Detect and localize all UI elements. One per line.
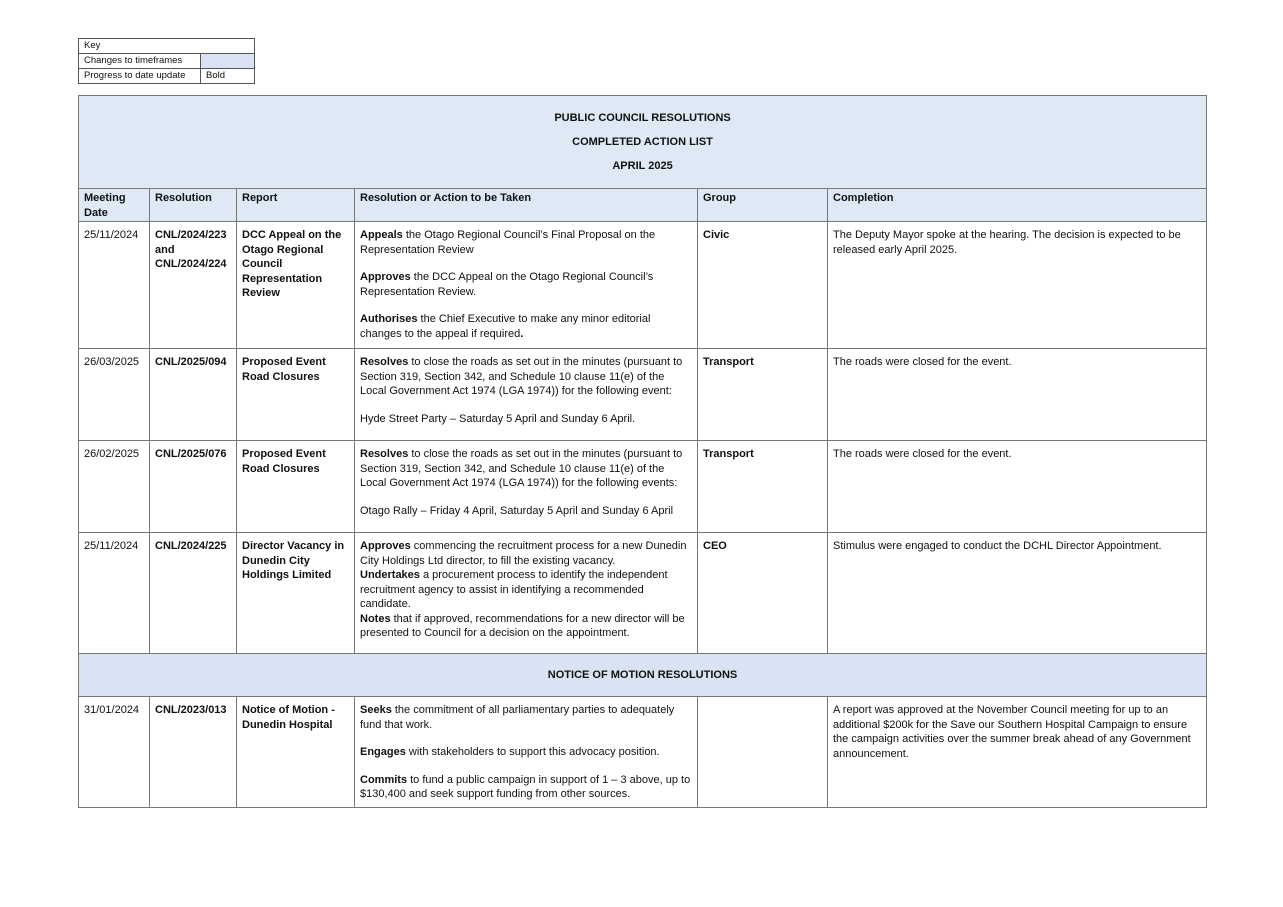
key-table [78, 38, 255, 84]
completion: The roads were closed for the event. [828, 441, 1207, 533]
header-action: Resolution or Action to be Taken [355, 189, 698, 222]
key-value-progress: Bold [201, 69, 255, 84]
table-row [79, 697, 1207, 808]
action-verb: Approves [360, 271, 411, 283]
action-paragraph [360, 504, 692, 519]
group: Civic [698, 222, 828, 349]
action-verb: Approves [360, 540, 411, 552]
action-body: with stakeholders to support this advocacy position. [405, 746, 660, 758]
action-verb: Resolves [360, 448, 409, 460]
action-paragraph [360, 412, 692, 427]
action-verb: Resolves [360, 356, 409, 368]
report-title: Notice of Motion - Dunedin Hospital [237, 697, 355, 808]
action-paragraph [360, 355, 692, 399]
action-paragraph [360, 568, 692, 612]
header-group: Group [698, 189, 828, 222]
action-body: Otago Rally – Friday 4 April, Saturday 5 April and Sunday 6 April [360, 504, 674, 517]
header-row [79, 189, 1207, 222]
meeting-date: 26/02/2025 [79, 441, 150, 533]
action-body: to close the roads as set out in the minutes (pursuant to Section 319, Section 342, and Schedule 10 clause 11(e) of the Local Government Act 1974 (LGA 1974)) for the following events: [360, 448, 683, 489]
banner-date: APRIL 2025 [612, 160, 673, 172]
resolution-number: CNL/2023/013 [150, 697, 237, 808]
meeting-date: 25/11/2024 [79, 222, 150, 349]
header-report: Report [237, 189, 355, 222]
action-text [355, 697, 698, 808]
action-paragraph [360, 703, 692, 732]
group: Transport [698, 441, 828, 533]
action-body: the Chief Executive to make any minor editorial changes to the appeal if required [360, 313, 651, 340]
action-text [355, 222, 698, 349]
completion: The Deputy Mayor spoke at the hearing. The decision is expected to be released early April 2025. [828, 222, 1207, 349]
meeting-date: 31/01/2024 [79, 697, 150, 808]
action-verb: Seeks [360, 704, 392, 716]
action-paragraph [360, 270, 692, 299]
key-label-timeframes: Changes to timeframes [79, 54, 201, 69]
action-body: Hyde Street Party – Saturday 5 April and Sunday 6 April. [360, 412, 636, 425]
action-body: that if approved, recommendations for a new director will be presented to Council for a decision on the appointment. [360, 612, 685, 639]
report-title: DCC Appeal on the Otago Regional Council Representation Review [237, 222, 355, 349]
action-paragraph [360, 745, 692, 760]
action-paragraph [360, 447, 692, 491]
key-swatch-timeframes [201, 54, 255, 69]
header-completion: Completion [828, 189, 1207, 222]
banner-title: PUBLIC COUNCIL RESOLUTIONS [554, 112, 731, 124]
table-row [79, 349, 1207, 441]
action-text [355, 533, 698, 654]
resolution-number: CNL/2025/076 [150, 441, 237, 533]
completion: The roads were closed for the event. [828, 349, 1207, 441]
completion: Stimulus were engaged to conduct the DCHL Director Appointment. [828, 533, 1207, 654]
action-body: to fund a public campaign in support of 1 – 3 above, up to $130,400 and seek support funding from other sources. [360, 773, 691, 800]
action-body: the Otago Regional Council’s Final Proposal on the Representation Review [360, 229, 656, 256]
meeting-date: 25/11/2024 [79, 533, 150, 654]
banner-subtitle: COMPLETED ACTION LIST [572, 136, 713, 148]
table-row [79, 533, 1207, 654]
action-list-table [78, 95, 1207, 808]
action-verb: Appeals [360, 229, 403, 241]
notice-section-row [79, 654, 1207, 697]
completion: A report was approved at the November Council meeting for up to an additional $200k for the Save our Southern Hospital Campaign to ensure the campaign activities over the summer break ahead of any Government announcement. [828, 697, 1207, 808]
banner [79, 96, 1207, 189]
report-title: Director Vacancy in Dunedin City Holdings Limited [237, 533, 355, 654]
action-body: to close the roads as set out in the minutes (pursuant to Section 319, Section 342, and Schedule 10 clause 11(e) of the Local Government Act 1974 (LGA 1974)) for the following event: [360, 356, 683, 397]
report-title: Proposed Event Road Closures [237, 441, 355, 533]
action-paragraph [360, 312, 692, 341]
action-paragraph [360, 612, 692, 641]
action-text [355, 349, 698, 441]
action-paragraph [360, 539, 692, 568]
notice-section-title: NOTICE OF MOTION RESOLUTIONS [79, 654, 1207, 697]
resolution-number: CNL/2024/225 [150, 533, 237, 654]
action-verb: Undertakes [360, 569, 420, 581]
key-label-progress: Progress to date update [79, 69, 201, 84]
table-row [79, 222, 1207, 349]
resolution-number: CNL/2024/223 and CNL/2024/224 [150, 222, 237, 349]
meeting-date: 26/03/2025 [79, 349, 150, 441]
action-verb: Authorises [360, 313, 418, 325]
action-verb: Engages [360, 746, 406, 758]
banner-row [79, 96, 1207, 189]
action-body: the commitment of all parliamentary parties to adequately fund that work. [360, 704, 675, 731]
action-body: commencing the recruitment process for a new Dunedin City Holdings Ltd director, to fill the existing vacancy. [360, 540, 687, 567]
group: CEO [698, 533, 828, 654]
key-title: Key [79, 39, 255, 54]
action-verb: Commits [360, 773, 408, 786]
action-end: . [520, 327, 524, 340]
action-text [355, 441, 698, 533]
report-title: Proposed Event Road Closures [237, 349, 355, 441]
action-paragraph [360, 773, 692, 802]
group: Transport [698, 349, 828, 441]
action-verb: Notes [360, 612, 391, 625]
action-body: the DCC Appeal on the Otago Regional Council’s Representation Review. [360, 271, 654, 298]
group [698, 697, 828, 808]
action-paragraph [360, 228, 692, 257]
header-meeting-date: Meeting Date [79, 189, 150, 222]
table-row [79, 441, 1207, 533]
resolution-number: CNL/2025/094 [150, 349, 237, 441]
action-body: a procurement process to identify the independent recruitment agency to assist in identifying a recommended candidate. [360, 569, 668, 610]
header-resolution: Resolution [150, 189, 237, 222]
